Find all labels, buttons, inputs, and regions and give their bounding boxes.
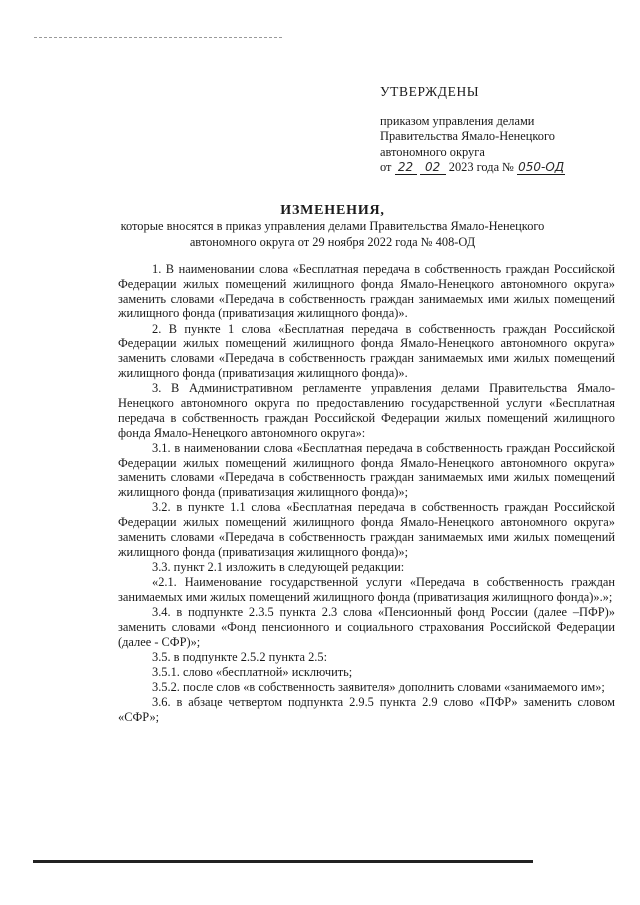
document-subtitle-line-2: автономного округа от 29 ноября 2022 года № 408-ОД: [189, 234, 476, 249]
approval-block: [380, 84, 620, 176]
paragraph-3-3: 3.3. пункт 2.1 изложить в следующей редакции:: [152, 559, 405, 574]
handwritten-order-number: 050-ОД: [518, 160, 565, 174]
paragraph-3-5-1: 3.5.1. слово «бесплатной» исключить;: [152, 665, 353, 680]
approval-date-line: [380, 160, 620, 176]
paragraph-2: 2. В пункте 1 слова «Бесплатная передача в собственность граждан Российской Федерации жилых помещений жилищного фонда Ямало-Ненецкого автономного округа» заменить словами «Передача в собственность граждан занимаемых ими жилых помещений жилищного фонда (приватизация жилищного фонда)».: [118, 321, 615, 380]
handwritten-day: 22: [395, 160, 417, 175]
paragraph-3-4: 3.4. в подпункте 2.3.5 пункта 2.3 слова «Пенсионный фонд России (далее –ПФР)» заменить словами «Фонд пенсионного и социального страхования Российской Федерации (далее - СФР)»;: [118, 605, 615, 649]
paragraph-3-6: 3.6. в абзаце четвертом подпункта 2.9.5 пункта 2.9 слово «ПФР» заменить словом «СФР»;: [118, 695, 615, 725]
paragraph-3-2: 3.2. в пункте 1.1 слова «Бесплатная передача в собственность граждан Российской Федерации жилых помещений жилищного фонда Ямало-Ненецкого автономного округа» заменить словами «Передача в собственность граждан занимаемых ими жилых помещений жилищного фонда (приватизация жилищного фонда)»;: [118, 500, 615, 559]
paragraph-3-5: 3.5. в подпункте 2.5.2 пункта 2.5:: [152, 649, 328, 664]
paragraph-3-1: 3.1. в наименовании слова «Бесплатная передача в собственность граждан Российской Федерации жилых помещений жилищного фонда Ямало-Ненецкого автономного округа» заменить словами «Передача в собственность граждан занимаемых ими жилых помещений жилищного фонда (приватизация жилищного фонда)»;: [118, 440, 615, 500]
paragraph-3-3-quote: «2.1. Наименование государственной услуги «Передача в собственность граждан занимаемых ими жилых помещений жилищного фонда (приватизация жилищного фонда)».»;: [118, 575, 615, 604]
approval-line-1: приказом управления делами: [380, 113, 535, 128]
paragraph-3-5-2: 3.5.2. после слов «в собственность заявителя» дополнить словами «занимаемого им»;: [152, 680, 605, 695]
paragraph-1: 1. В наименовании слова «Бесплатная передача в собственность граждан Российской Федерации жилых помещений жилищного фонда Ямало-Ненецкого автономного округа» заменить словами «Передача в собственность граждан занимаемых ими жилых помещений жилищного фонда (приватизация жилищного фонда)».: [118, 262, 615, 321]
year-text: 2023 года №: [448, 160, 514, 174]
bottom-scan-edge-bar: [33, 860, 533, 863]
paragraph-3: 3. В Административном регламенте управления делами Правительства Ямало-Ненецкого автономного округа по предоставлению государственной услуги «Бесплатная передача в собственность граждан Российской Федерации жилых помещений жилищного фонда Ямало-Ненецкого автономного округа»:: [118, 381, 615, 440]
date-prefix: от: [380, 160, 392, 174]
document-body: [118, 262, 615, 725]
approval-line-3: автономного округа: [380, 144, 485, 159]
document-subtitle-line-1: которые вносятся в приказ управления делами Правительства Ямало-Ненецкого: [120, 219, 545, 233]
document-title: ИЗМЕНЕНИЯ,: [280, 203, 385, 218]
handwritten-month: 02: [420, 160, 446, 175]
approval-stamp: УТВЕРЖДЕНЫ: [380, 84, 480, 99]
approval-line-2: Правительства Ямало-Ненецкого: [380, 129, 555, 143]
top-divider-line: [34, 37, 282, 38]
document-heading: [60, 202, 605, 250]
